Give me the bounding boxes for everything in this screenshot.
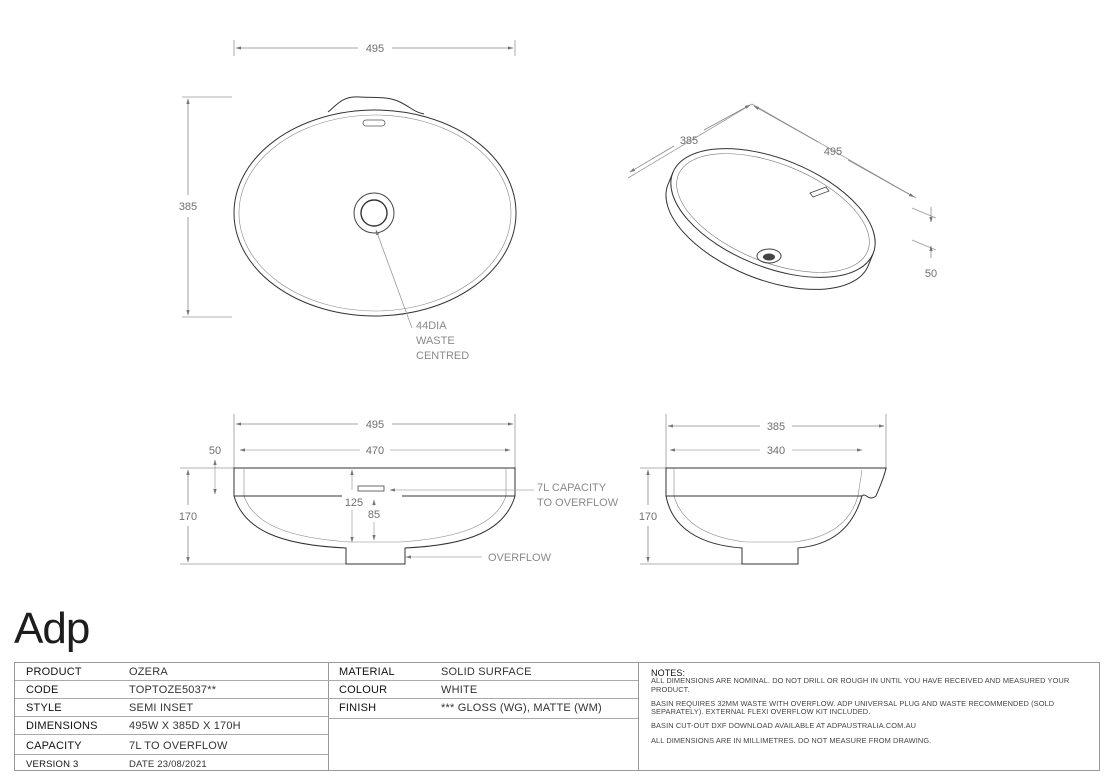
brand-logo: Adp <box>14 604 90 653</box>
spec-label: PRODUCT <box>26 666 82 678</box>
capacity-note-1: 7L CAPACITY <box>537 482 607 494</box>
spec-row <box>15 737 328 755</box>
waste-note-2: WASTE <box>416 335 455 347</box>
note-item: ALL DIMENSIONS ARE NOMINAL. DO NOT DRILL OR ROUGH IN UNTIL YOU HAVE RECEIVED AND MEASURED YOUR PRODUCT. <box>651 676 1070 694</box>
front-section <box>179 414 619 564</box>
overflow-note: OVERFLOW <box>488 552 551 564</box>
side-inner-label: 340 <box>766 445 786 457</box>
spec-row <box>15 755 328 771</box>
spec-value: 495W X 385D X 170H <box>129 720 241 732</box>
spec-row <box>15 681 328 699</box>
top-width-label: 495 <box>365 43 385 55</box>
divider <box>638 663 639 770</box>
side-section <box>639 414 886 564</box>
front-rim-label: 50 <box>208 445 222 457</box>
top-view <box>179 40 516 362</box>
spec-label: FINISH <box>339 702 377 714</box>
front-inner-label: 470 <box>365 445 385 457</box>
spec-table <box>14 662 1100 771</box>
note-item: BASIN REQUIRES 32MM WASTE WITH OVERFLOW. ADP UNIVERSAL PLUG AND WASTE RECOMMENDED (SOLD SEPARATELY). EXTERNAL FLEXI OVERFLOW KIT INCLUDED. <box>651 698 1055 717</box>
front-width-label: 495 <box>365 419 385 431</box>
spec-label: STYLE <box>26 702 62 714</box>
spec-label: COLOUR <box>339 684 388 696</box>
spec-value: OZERA <box>129 666 168 678</box>
side-width-label: 385 <box>766 421 786 433</box>
iso-width-label: 495 <box>823 146 843 158</box>
spec-row <box>328 663 638 681</box>
spec-label: CODE <box>26 684 59 696</box>
waste-note-3: CENTRED <box>416 350 470 362</box>
iso-depth-label: 385 <box>679 135 699 147</box>
front-waste-height-label: 85 <box>367 509 381 521</box>
spec-value: 7L TO OVERFLOW <box>129 740 228 752</box>
spec-value: SOLID SURFACE <box>441 666 532 678</box>
side-basin-profile <box>666 468 886 564</box>
basin-inner-top <box>239 115 511 311</box>
basin-outline-top <box>234 110 516 316</box>
overflow-bump <box>328 97 424 114</box>
top-depth-label: 385 <box>178 201 198 213</box>
spec-value: DATE 23/08/2021 <box>129 759 207 770</box>
note-item: ALL DIMENSIONS ARE IN MILLIMETRES. DO NOT MEASURE FROM DRAWING. <box>651 735 932 745</box>
spec-label: VERSION 3 <box>26 759 79 770</box>
spec-row <box>15 717 328 735</box>
spec-row <box>15 699 328 717</box>
spec-value: TOPTOZE5037** <box>129 684 217 696</box>
notes-title: NOTES: <box>651 668 686 678</box>
spec-label: DIMENSIONS <box>26 720 98 732</box>
side-height-label: 170 <box>638 511 658 523</box>
capacity-note-2: TO OVERFLOW <box>537 497 619 509</box>
spec-label: CAPACITY <box>26 740 82 752</box>
waste-outer <box>354 193 394 233</box>
front-height-label: 170 <box>178 511 198 523</box>
notes-block <box>651 669 1091 751</box>
spec-value: *** GLOSS (WG), MATTE (WM) <box>441 702 602 714</box>
waste-note-1: 44DIA <box>416 320 447 332</box>
spec-row <box>328 699 638 719</box>
iso-height-label: 50 <box>924 268 938 280</box>
spec-value: WHITE <box>441 684 478 696</box>
front-overflow-height-label: 125 <box>344 497 364 509</box>
spec-row <box>15 663 328 681</box>
note-item: BASIN CUT-OUT DXF DOWNLOAD AVAILABLE AT ADPAUSTRALIA.COM.AU <box>651 721 917 731</box>
iso-view <box>628 104 937 316</box>
spec-value: SEMI INSET <box>129 702 194 714</box>
spec-row <box>328 681 638 699</box>
waste-inner <box>361 200 387 226</box>
spec-label: MATERIAL <box>339 666 395 678</box>
